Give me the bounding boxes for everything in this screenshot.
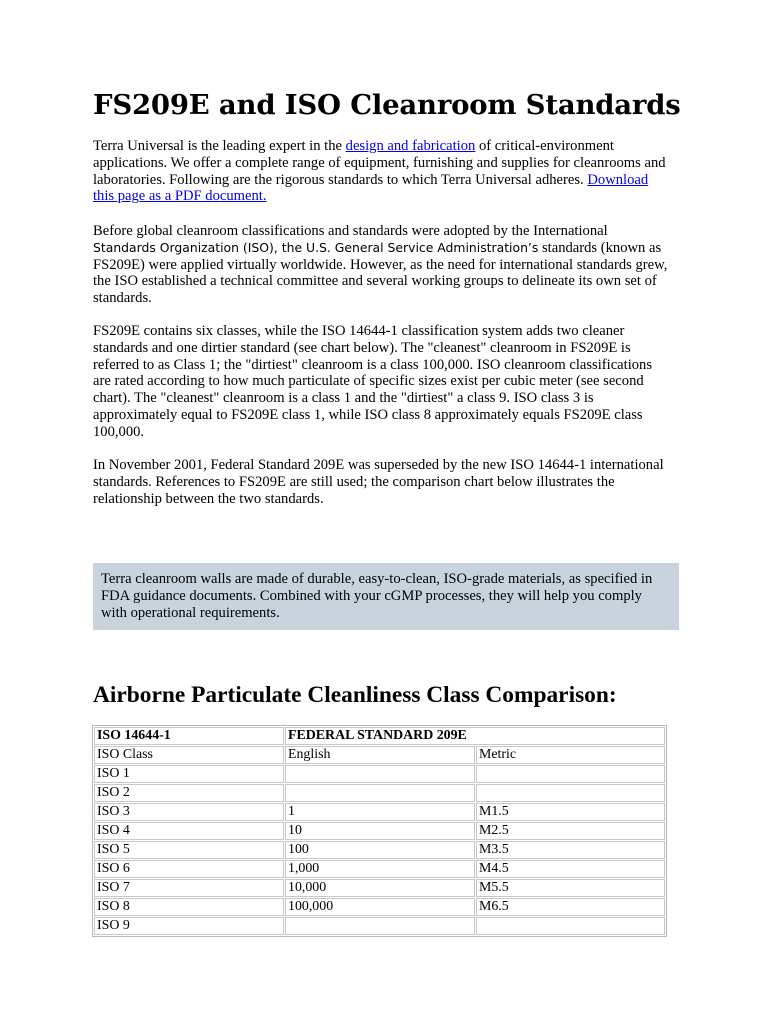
cell-metric: [476, 765, 665, 783]
cell-english: 1: [285, 803, 475, 821]
history-text-start: Before global cleanroom classifications and standards were adopted by the International: [93, 223, 608, 239]
cell-iso-class: ISO 6: [94, 860, 284, 878]
cell-metric: M6.5: [476, 898, 665, 916]
table-row: [94, 822, 665, 840]
column-header-metric: Metric: [476, 746, 665, 764]
cell-english: [285, 917, 475, 935]
page-title: FS209E and ISO Cleanroom Standards: [93, 89, 681, 121]
cell-metric: [476, 917, 665, 935]
table-row: [94, 803, 665, 821]
cell-metric: M3.5: [476, 841, 665, 859]
cell-iso-class: ISO 1: [94, 765, 284, 783]
intro-paragraph: [93, 138, 668, 205]
table-row: [94, 917, 665, 935]
table-row: [94, 879, 665, 897]
cell-iso-class: ISO 8: [94, 898, 284, 916]
cell-english: 100,000: [285, 898, 475, 916]
cell-iso-class: ISO 5: [94, 841, 284, 859]
supersede-paragraph: In November 2001, Federal Standard 209E was superseded by the new ISO 14644-1 international standards. References to FS209E are still used; the comparison chart below illustrates the relationship between the two standards.: [93, 457, 664, 507]
history-text-alt-font: Standards Organization (ISO), the U.S. General Service Administration’s: [93, 239, 539, 255]
column-header-english: English: [285, 746, 475, 764]
history-text-end: standards (known as FS209E) were applied virtually worldwide. However, as the need for international standards grew, the ISO established a technical committee and several working groups to delineate its own set of standards.: [93, 239, 668, 307]
group-header-fs209e: FEDERAL STANDARD 209E: [285, 727, 665, 745]
table-group-header-row: [94, 727, 665, 745]
design-fabrication-link[interactable]: design and fabrication: [345, 138, 476, 154]
table-row: [94, 898, 665, 916]
cell-iso-class: ISO 2: [94, 784, 284, 802]
cell-english: [285, 784, 475, 802]
table-column-header-row: [94, 746, 665, 764]
cell-metric: [476, 784, 665, 802]
callout-box: Terra cleanroom walls are made of durable, easy-to-clean, ISO-grade materials, as specified in FDA guidance documents. Combined with your cGMP processes, they will help you comply with operational requirements.: [93, 563, 679, 630]
intro-text-start: Terra Universal is the leading expert in the: [93, 138, 346, 154]
table-row: [94, 765, 665, 783]
cell-english: 10: [285, 822, 475, 840]
table-title: Airborne Particulate Cleanliness Class Comparison:: [93, 682, 617, 708]
classes-paragraph: FS209E contains six classes, while the ISO 14644-1 classification system adds two cleaner standards and one dirtier standard (see chart below). The "cleanest" cleanroom in FS209E is referred to as Class 1; the "dirtiest" cleanroom is a class 100,000. ISO cleanroom classifications are rated according to how much particulate of specific sizes exist per cubic meter (see second chart). The "cleanest" cleanroom is a class 1 and the "dirtiest" a class 9. ISO class 3 is approximately equal to FS209E class 1, while ISO class 8 approximately equals FS209E class 100,000.: [93, 323, 653, 440]
cell-english: 1,000: [285, 860, 475, 878]
cell-english: 10,000: [285, 879, 475, 897]
cell-iso-class: ISO 9: [94, 917, 284, 935]
cell-iso-class: ISO 3: [94, 803, 284, 821]
comparison-table: [92, 725, 667, 937]
group-header-iso: ISO 14644-1: [94, 727, 284, 745]
cell-metric: M4.5: [476, 860, 665, 878]
cell-metric: M5.5: [476, 879, 665, 897]
cell-english: [285, 765, 475, 783]
history-paragraph: [93, 223, 668, 307]
cell-english: 100: [285, 841, 475, 859]
cell-metric: M2.5: [476, 822, 665, 840]
download-pdf-link[interactable]: Download this page as a PDF document.: [93, 171, 649, 205]
table-row: [94, 860, 665, 878]
cell-metric: M1.5: [476, 803, 665, 821]
intro-text-middle: of critical-environment applications. We offer a complete range of equipment, furnishing and supplies for cleanrooms and laboratories. Following are the rigorous standards to which Terra Universal adheres.: [93, 138, 666, 188]
table-row: [94, 841, 665, 859]
cell-iso-class: ISO 7: [94, 879, 284, 897]
table-row: [94, 784, 665, 802]
cell-iso-class: ISO 4: [94, 822, 284, 840]
column-header-iso-class: ISO Class: [94, 746, 284, 764]
